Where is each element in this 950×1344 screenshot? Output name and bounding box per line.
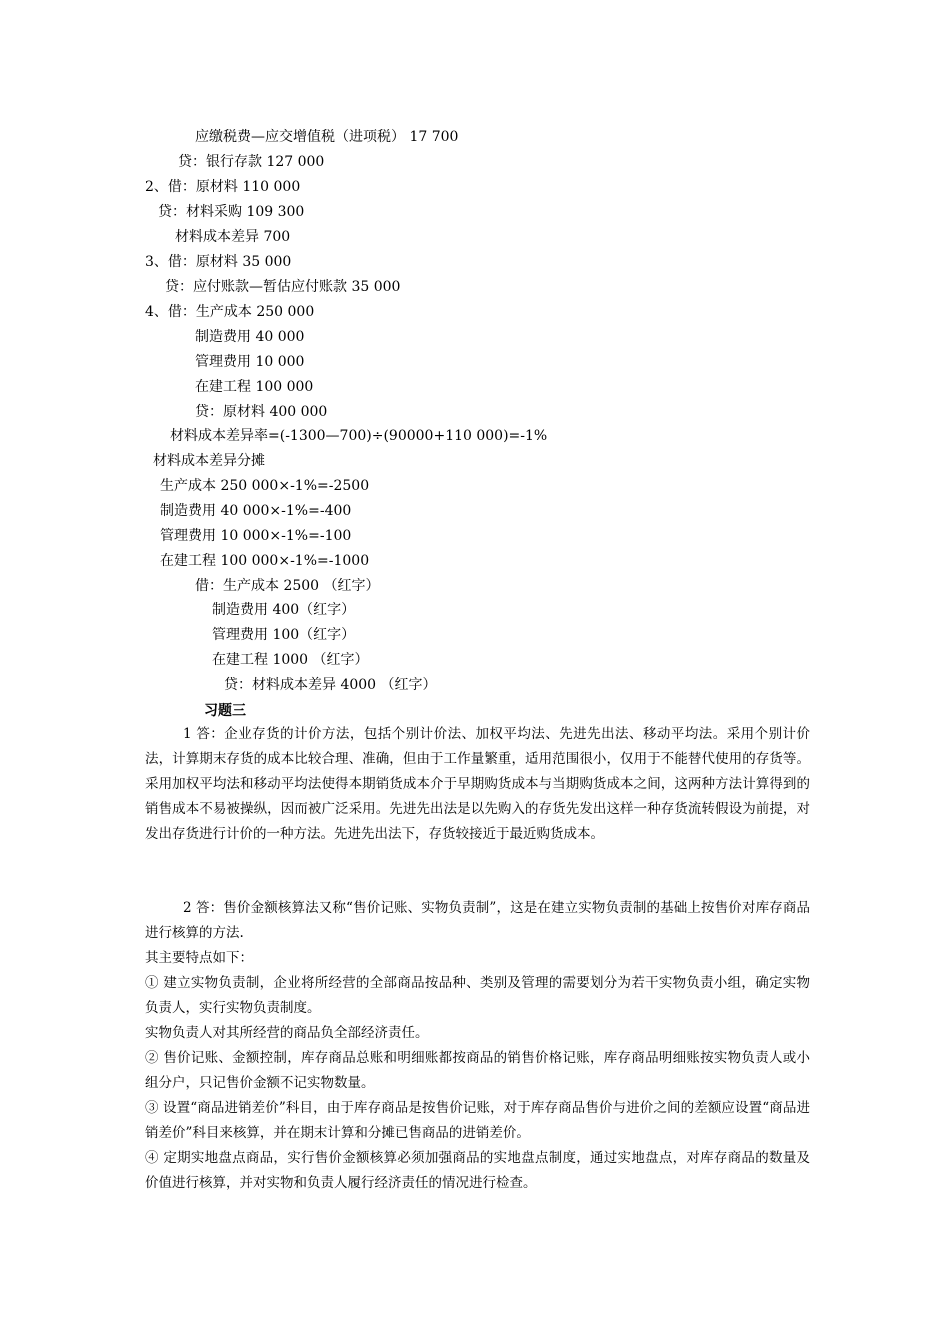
- journal-line: 生产成本 250 000×-1%=-2500: [160, 478, 370, 494]
- journal-line: 在建工程 1000 （红字）: [212, 652, 369, 668]
- journal-line: 材料成本差异分摊: [153, 453, 265, 469]
- answer-1-text: 1 答：企业存货的计价方法，包括个别计价法、加权平均法、先进先出法、移动平均法。采用个别计价法，计算期末存货的成本比较合理、准确，但由于工作量繁重，适用范围很小，仅用于不能替代使用的存货等。采用加权平均法和移动平均法使得本期销货成本介于早期购货成本与当期购货成本之间，这两种方法计算得到的销售成本不易被操纵，因而被广泛采用。先进先出法是以先购入的存货先发出这样一种存货流转假设为前提，对发出存货进行计价的一种方法。先进先出法下，存货较接近于最近购货成本。: [145, 726, 810, 842]
- journal-line: 贷：材料成本差异 4000 （红字）: [224, 677, 437, 693]
- journal-line: 贷：原材料 400 000: [195, 404, 328, 420]
- journal-line: 贷：材料采购 109 300: [158, 204, 305, 220]
- journal-line: 应缴税费—应交增值税（进项税） 17 700: [195, 129, 459, 145]
- journal-line: 贷：银行存款 127 000: [178, 154, 325, 170]
- journal-line: 材料成本差异 700: [175, 229, 291, 245]
- journal-line: 制造费用 40 000: [195, 329, 305, 345]
- journal-line: 管理费用 100（红字）: [212, 627, 356, 643]
- journal-line: 4、借：生产成本 250 000: [145, 304, 315, 320]
- answer-2-intro: [145, 896, 810, 946]
- answer-2-point-2: ② 售价记账、金额控制，库存商品总账和明细账都按商品的销售价格记账，库存商品明细账按实物负责人或小组分户，只记售价金额不记实物数量。: [145, 1050, 810, 1091]
- answer-2-features-heading: 其主要特点如下：: [145, 950, 253, 966]
- journal-line: 管理费用 10 000×-1%=-100: [160, 528, 352, 544]
- journal-line: 在建工程 100 000×-1%=-1000: [160, 553, 370, 569]
- answer-2-point-4: ④ 定期实地盘点商品，实行售价金额核算必须加强商品的实地盘点制度，通过实地盘点，对库存商品的数量及价值进行核算，并对实物和负责人履行经济责任的情况进行检查。: [145, 1150, 810, 1191]
- journal-line: 制造费用 40 000×-1%=-400: [160, 503, 352, 519]
- journal-line: 3、借：原材料 35 000: [145, 254, 292, 270]
- journal-line: 借：生产成本 2500 （红字）: [195, 578, 380, 594]
- answer-2-intro-text: 2 答：售价金额核算法又称“售价记账、实物负责制”，这是在建立实物负责制的基础上按售价对库存商品进行核算的方法.: [145, 900, 810, 941]
- journal-line: 材料成本差异率=(-1300—700)÷(90000+110 000)=-1%: [170, 428, 548, 444]
- answer-1-paragraph: [145, 722, 810, 847]
- journal-line: 管理费用 10 000: [195, 354, 305, 370]
- answer-2-point-1: ① 建立实物负责制，企业将所经营的全部商品按品种、类别及管理的需要划分为若干实物负责小组，确定实物负责人，实行实物负责制度。: [145, 975, 810, 1016]
- answer-2-point-1-note: 实物负责人对其所经营的商品负全部经济责任。: [145, 1025, 429, 1041]
- journal-line: 制造费用 400（红字）: [212, 602, 356, 618]
- journal-line: 贷：应付账款—暂估应付账款 35 000: [165, 279, 401, 295]
- journal-line: 2、借：原材料 110 000: [145, 179, 301, 195]
- section-title: 习题三: [204, 703, 246, 719]
- answer-2-point-3: ③ 设置“商品进销差价”科目，由于库存商品是按售价记账，对于库存商品售价与进价之间的差额应设置“商品进销差价”科目来核算，并在期末计算和分摊已售商品的进销差价。: [145, 1100, 810, 1141]
- journal-line: 在建工程 100 000: [195, 379, 314, 395]
